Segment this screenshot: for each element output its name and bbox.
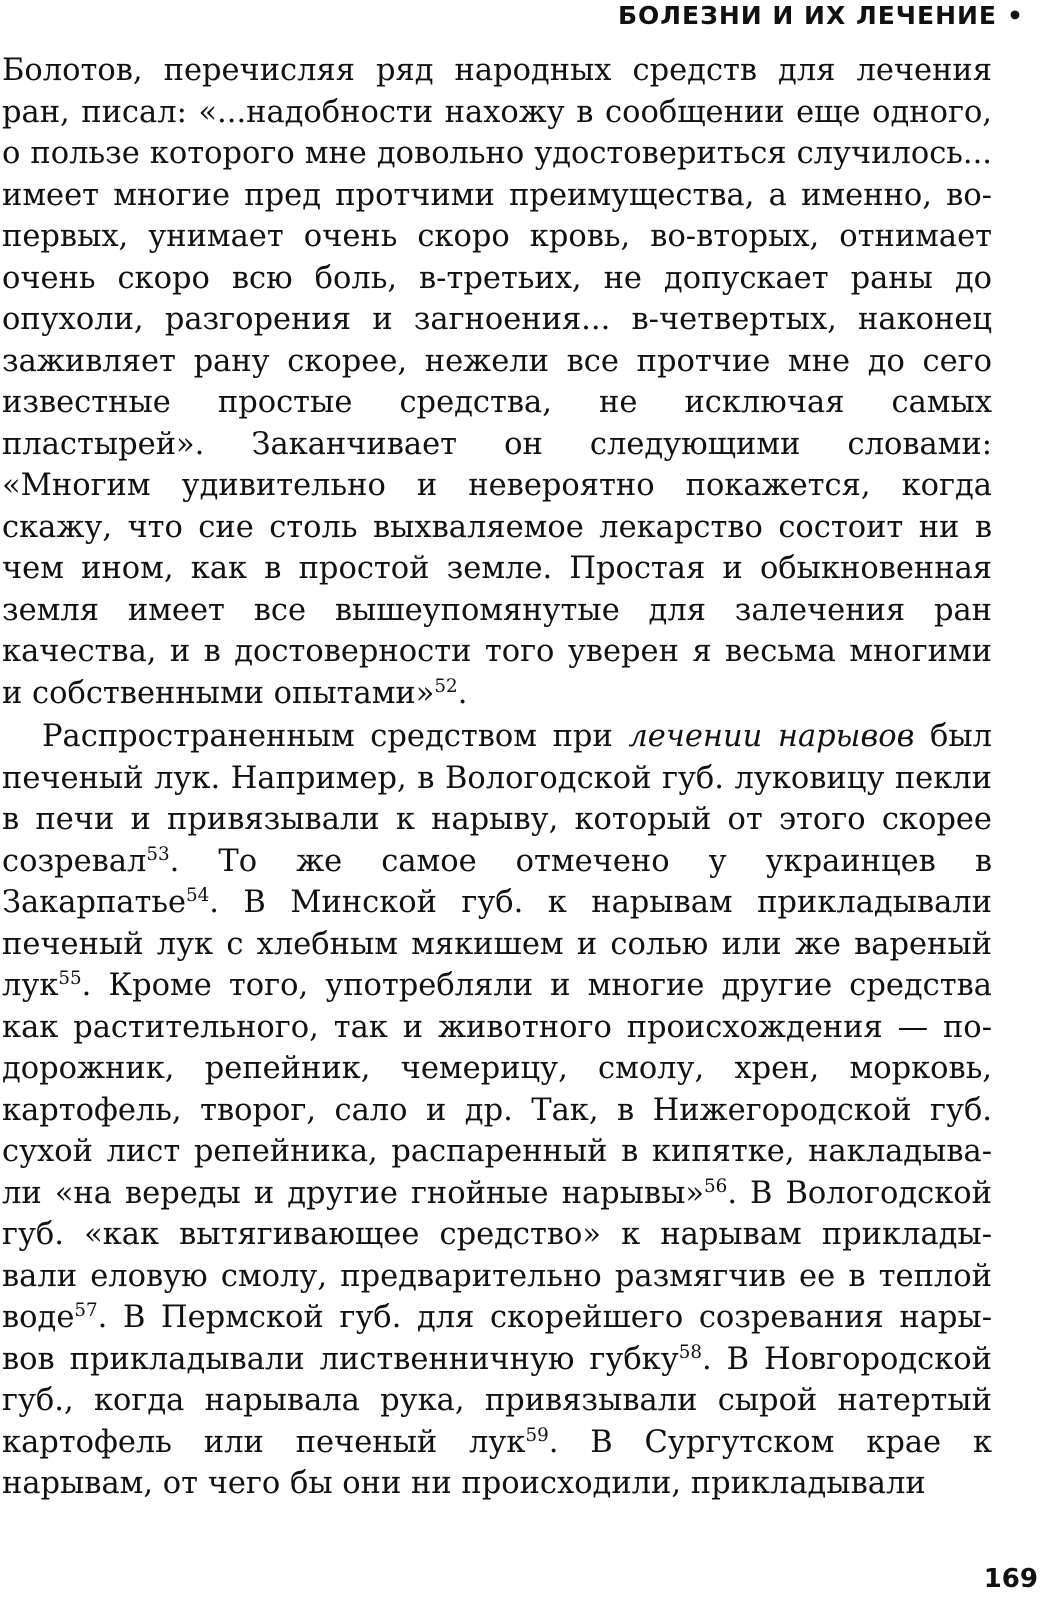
italic-term: лечении нарывов	[628, 719, 915, 754]
header-bullet: •	[1007, 1, 1024, 30]
footnote-ref-53[interactable]: 53	[146, 843, 170, 865]
paragraph-1-text: Болотов, перечисляя ряд народных средств для лечения ран, писал: «...надобности нахожу в сообщении еще одного, о пользе которого мне довольно удостовериться случилось... имеет многие пред протчими преимущества, а именно, во-первых, унимает очень скоро кровь, во-вторых, отнимает очень скоро всю боль, в-третьих, не допускает раны до опухоли, разгорения и загноения... в-четвертых, наконец заживляет рану скорее, нежели все протчие мне до сего известные простые средства, не исключая самых пластырей». Заканчивает он следующими словами: «Многим удивительно и невероятно покажется, когда скажу, что сие столь выхваляемое лекарство состоит ни в чем ином, как в простой земле. Простая и обыкновенная земля имеет все вышеупомянутые для залечения ран качества, и в достоверности того уверен я весьма многими и собственными опытами»	[2, 53, 992, 711]
footnote-ref-58[interactable]: 58	[678, 1341, 702, 1363]
paragraph-2-text-7: . В Пермской губ. для скорейшего созревания нарывов прикладывали лиственничную губку	[2, 1300, 992, 1377]
footnote-ref-56[interactable]: 56	[704, 1175, 728, 1197]
paragraph-2-text-3: . То же самое отмечено у украинцев в Закарпатье	[2, 843, 992, 920]
running-head	[618, 2, 1024, 30]
paragraph-2-text-1: Распространенным средством при	[42, 719, 629, 754]
footnote-ref-52[interactable]: 52	[434, 675, 458, 697]
page-body	[2, 50, 992, 1505]
page-number: 169	[983, 1564, 1038, 1594]
footnote-ref-59[interactable]: 59	[525, 1424, 549, 1446]
footnote-ref-54[interactable]: 54	[186, 884, 210, 906]
paragraph-1-end: .	[457, 675, 468, 711]
paragraph-2-text-5: . Кроме того, употребляли и многие другие средства как растительного, так и животного происхождения — подорожник, репейник, чемерицу, смолу, хрен, морковь, картофель, творог, сало и др. Так, в Нижегородской губ. сухой лист репейника, распаренный в кипятке, накладывали «на вереды и другие гнойные нарывы»	[2, 968, 992, 1211]
paragraph-2-text-6: . В Вологодской губ. «как вытягивающее средство» к нарывам прикладывали еловую смолу, предварительно размягчив ее в теплой воде	[2, 1175, 992, 1335]
paragraph-2-text-2: был печеный лук. Например, в Вологодской губ. луковицу пекли в печи и привязывали к нарыву, который от этого скорее созревал	[2, 719, 992, 879]
running-title: БОЛЕЗНИ И ИХ ЛЕЧЕНИЕ	[617, 1, 998, 30]
paragraph-1	[2, 50, 992, 714]
paragraph-2-text-8: . В Новгородской губ., когда нарывала рука, привязывали сырой натертый картофель или печеный лук	[2, 1341, 992, 1460]
paragraph-2-text-9: . В Сургутском крае к нарывам, от чего бы они ни происходили, прикладывали	[2, 1424, 993, 1501]
footnote-ref-57[interactable]: 57	[74, 1299, 98, 1321]
footnote-ref-55[interactable]: 55	[58, 967, 82, 989]
paragraph-2-text-4: . В Минской губ. к нарывам прикладывали печеный лук с хлебным мякишем и солью или же вареный лук	[2, 885, 992, 1003]
paragraph-2	[2, 716, 992, 1505]
